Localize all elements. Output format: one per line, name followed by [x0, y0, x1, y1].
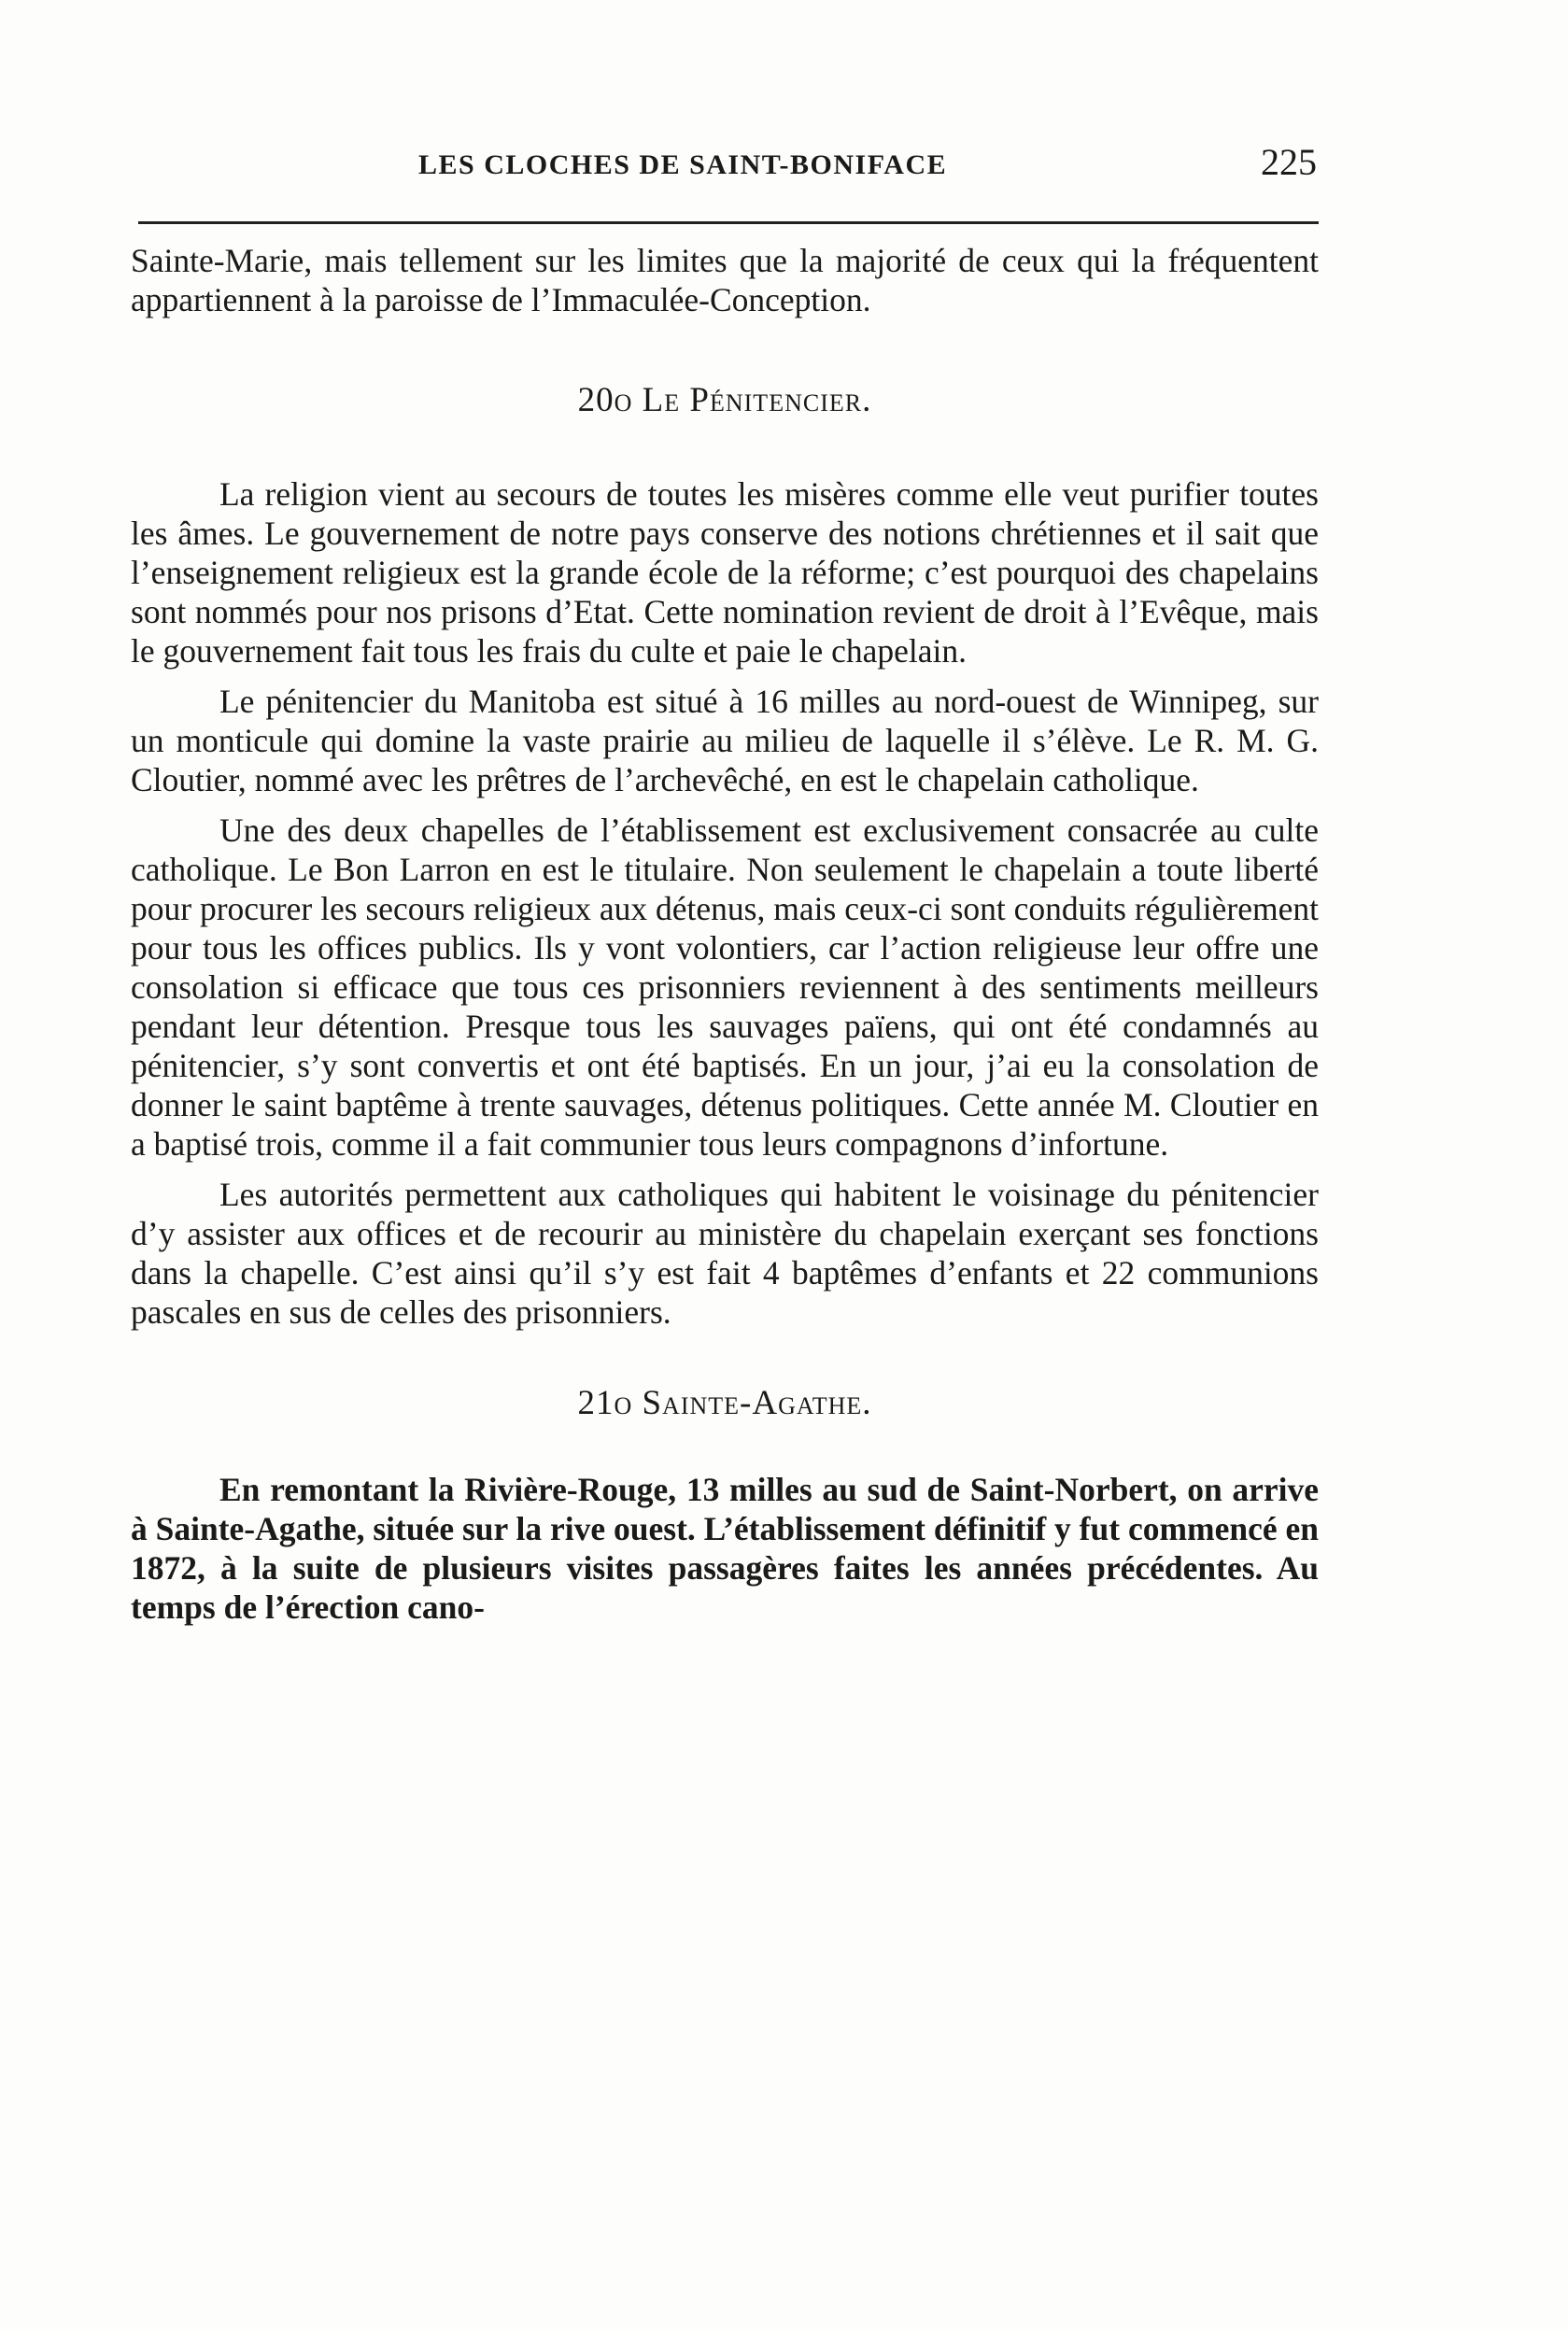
- page-number: 225: [1261, 141, 1317, 183]
- body-text: [131, 241, 1319, 1627]
- header-rule: [138, 221, 1319, 224]
- paragraph: Le pénitencier du Manitoba est situé à 16 milles au nord-ouest de Winnipeg, sur un monticule qui domine la vaste prairie au milieu de laquelle il s’élève. Le R. M. G. Cloutier, nommé avec les prêtres de l’archevêché, en est le chapelain catholique.: [131, 683, 1319, 798]
- paragraph: En remontant la Rivière-Rouge, 13 milles au sud de Saint-Norbert, on arrive à Sainte-Agathe, située sur la rive ouest. L’établissement définitif y fut commencé en 1872, à la suite de plusieurs visites passagères faites les années précédentes. Au temps de l’érection cano-: [131, 1471, 1319, 1626]
- running-title: LES CLOCHES DE SAINT-BONIFACE: [418, 149, 948, 180]
- page-header: [138, 140, 1317, 192]
- paragraph: La religion vient au secours de toutes les misères comme elle veut purifier toutes les âmes. Le gouvernement de notre pays conserve des notions chrétiennes et il sait que l’enseignement religieux est la grande école de la réforme; c’est pourquoi des chapelains sont nommés pour nos prisons d’Etat. Cette nomination revient de droit à l’Evêque, mais le gouvernement fait tous les frais du culte et paie le chapelain.: [131, 475, 1319, 670]
- paragraph: Les autorités permettent aux catholiques qui habitent le voisinage du pénitencier d’y assister aux offices et de recourir au ministère du chapelain exerçant ses fonctions dans la chapelle. C’est ainsi qu’il s’y est fait 4 baptêmes d’enfants et 22 communions pascales en sus de celles des prisonniers.: [131, 1176, 1319, 1331]
- section-heading-penitencier: 20o Le Pénitencier.: [577, 381, 872, 419]
- paragraph: Une des deux chapelles de l’établissement est exclusivement consacrée au culte catholique. Le Bon Larron en est le titulaire. Non seulement le chapelain a toute liberté pour procurer les secours religieux aux détenus, mais ceux-ci sont conduits régulièrement pour tous les offices publics. Ils y vont volontiers, car l’action religieuse leur offre une consolation si efficace que tous ces prisonniers reviennent à des sentiments meilleurs pendant leur détention. Presque tous les sauvages païens, qui ont été condamnés au pénitencier, s’y sont convertis et ont été baptisés. En un jour, j’ai eu la consolation de donner le saint baptême à trente sauvages, détenus politiques. Cette année M. Cloutier en a baptisé trois, comme il a fait communier tous leurs compagnons d’infortune.: [131, 812, 1319, 1163]
- section-heading-sainte-agathe: 21o Sainte-Agathe.: [577, 1384, 872, 1422]
- paragraph-continuation: Sainte-Marie, mais tellement sur les limites que la majorité de ceux qui la fréquentent appartiennent à la paroisse de l’Immaculée-Conception.: [131, 242, 1319, 318]
